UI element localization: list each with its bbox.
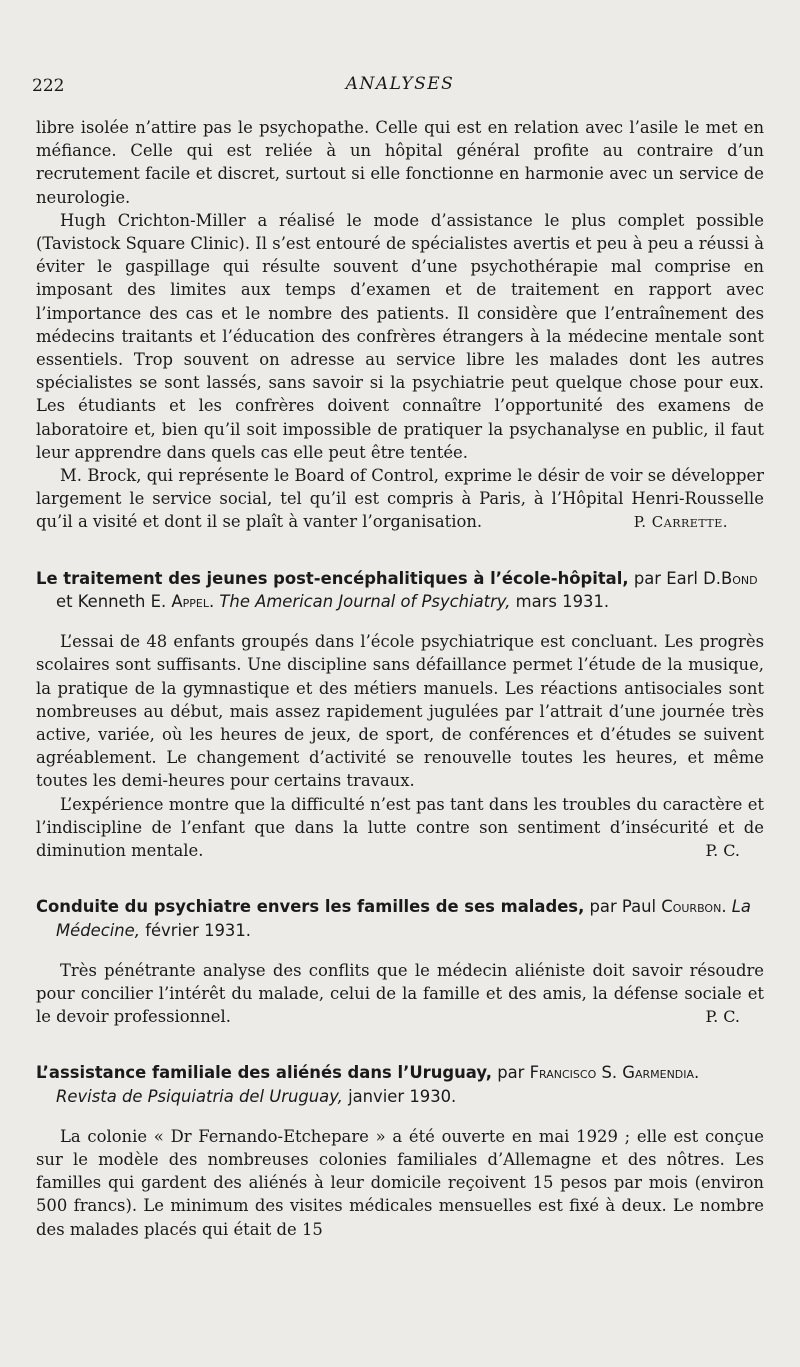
paragraph xyxy=(36,959,764,1029)
article-heading xyxy=(36,567,764,613)
paragraph: M. Brock, qui représente le Board of Control, exprime le désir de voir se développer largement le service social, tel qu’il est compris à Paris, à l’Hôpital Henri-Rousselle qu’il a visité et dont il se plaît à vanter l’organisation. xyxy=(36,466,764,532)
running-title: ANALYSES xyxy=(345,74,455,94)
signature: P. C. xyxy=(705,841,740,861)
author-last-name: Appel. xyxy=(171,592,215,612)
article-title: Conduite du psychiatre envers les familles de ses malades, xyxy=(36,897,585,917)
author-first-name: Kenneth E. xyxy=(77,592,167,612)
author-last-name: Courbon. xyxy=(661,897,727,917)
by-word: par xyxy=(633,568,661,588)
article-title: L’assistance familiale des aliénés dans l’Uruguay, xyxy=(36,1063,492,1083)
publication-date: mars 1931. xyxy=(515,592,610,612)
article-heading xyxy=(36,895,764,941)
journal-name: Revista de Psiquiatria del Uruguay, xyxy=(56,1086,343,1106)
paragraph-text: Très pénétrante analyse des conflits que le médecin aliéniste doit savoir résoudre pour concilier l’intérêt du malade, celui de la famille et des amis, la défense sociale et le devoir professionnel. xyxy=(36,960,764,1027)
author-name: Francisco S. Garmendia. xyxy=(529,1063,700,1083)
publication-date: janvier 1930. xyxy=(348,1086,457,1106)
author-first-name: Earl D. xyxy=(666,568,721,588)
publication-date: février 1931. xyxy=(145,920,251,940)
signature-text: P. Carrette. xyxy=(633,512,728,531)
author-last-name: Bond xyxy=(720,568,758,588)
article-title: Le traitement des jeunes post-encéphalitiques à l’école-hôpital, xyxy=(36,568,629,588)
author-first-name: Paul xyxy=(621,897,657,917)
and-word: et xyxy=(56,592,73,612)
journal-name: The American Journal of Psychiatry, xyxy=(219,592,511,612)
journal-name: La Médecine, xyxy=(56,897,751,940)
by-word: par xyxy=(497,1063,525,1083)
article-heading xyxy=(36,1061,764,1107)
page-header xyxy=(32,72,764,102)
paragraph: libre isolée n’attire pas le psychopathe. Celle qui est en relation avec l’asile le met en méfiance. Celle qui est reliée à un hôpital général profite au contraire d’un recrutement facile et discret, surtout si elle fonctionne en harmonie avec un service de neurologie. xyxy=(36,118,764,207)
signature: P. C. xyxy=(705,1007,740,1027)
paragraph: L’essai de 48 enfants groupés dans l’école psychiatrique est concluant. Les progrès scolaires sont suffisants. Une discipline sans défaillance permet l’étude de la musique, la pratique de la gymnastique et des métiers manuels. Les réactions antisociales sont nombreuses au début, mais assez rapidement jugulées par l’attrait d’une journée très active, variée, où les heures de jeux, de sport, de conférences et d’études se suivent agréablement. Le changement d’activité se renouvelle toutes les heures, et même toutes les demi-heures pour certains travaux. xyxy=(36,632,764,791)
paragraph-text: L’expérience montre que la difficulté n’est pas tant dans les troubles du caractère et l’indiscipline de l’enfant que dans la lutte contre son sentiment d’insécurité et de diminution mentale. xyxy=(36,794,764,861)
by-word: par xyxy=(589,897,617,917)
paragraph xyxy=(36,793,764,863)
page-number: 222 xyxy=(32,76,65,96)
paragraph: La colonie « Dr Fernando-Etchepare » a été ouverte en mai 1929 ; elle est conçue sur le modèle des nombreuses colonies familiales d’Allemagne et des nôtres. Les familles qui gardent des aliénés à leur domicile reçoivent 15 pesos par mois (environ 500 francs). Le minimum des visites médicales mensuelles est fixé à deux. Le nombre des malades placés qui était de 15 xyxy=(36,1126,764,1239)
paragraph: Hugh Crichton-Miller a réalisé le mode d’assistance le plus complet possible (Tavistock Square Clinic). Il s’est entouré de spécialistes avertis et peu à peu a réussi à éviter le gaspillage qui résulte souvent d’une psychothérapie mal comprise en imposant des limites aux temps d’examen et de traitement en rapport avec l’importance des cas et le nombre des patients. Il considère que l’entraînement des médecins traitants et l’éducation des confrères étrangers à la médecine mentale sont essentiels. Trop souvent on adresse au service libre les malades dont les autres spécialistes se sont lassés, sans savoir si la psychiatrie peut quelque chose pour eux. Les étudiants et les confrères doivent connaître l’opportunité des examens de laboratoire et, bien qu’il soit impossible de pratiquer la psychanalyse en public, il faut leur apprendre dans quels cas elle peut être tentée. xyxy=(36,210,764,462)
